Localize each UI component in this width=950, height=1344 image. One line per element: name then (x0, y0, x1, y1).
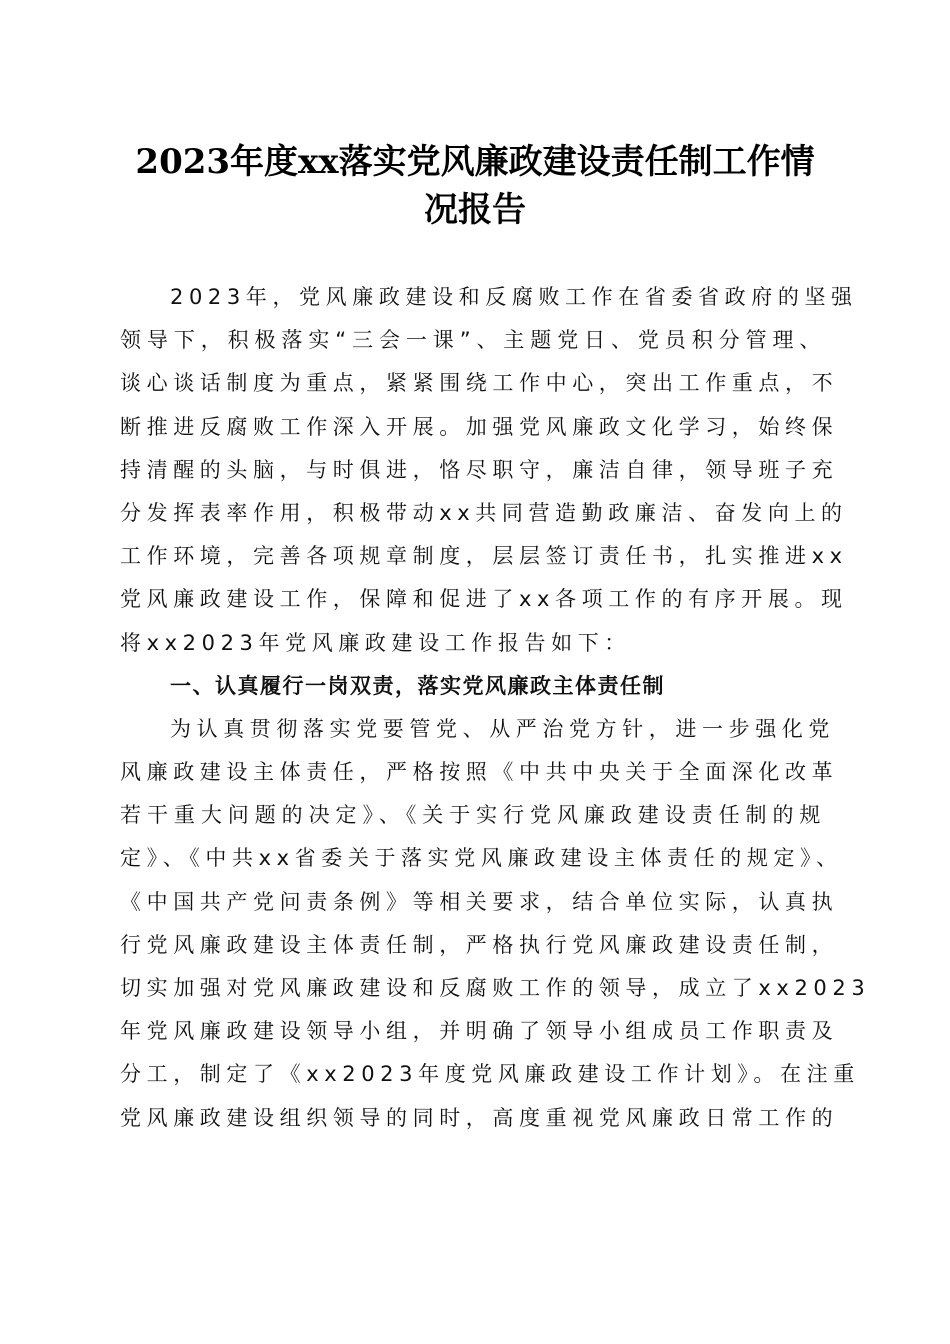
text-line: 工作环境，完善各项规章制度，层层签订责任书，扎实推进xx (120, 544, 848, 569)
text-line: 党风廉政建设组织领导的同时，高度重视党风廉政日常工作的 (120, 1105, 839, 1130)
text-line: 为认真贯彻落实党要管党、从严治党方针，进一步强化党 (170, 716, 835, 741)
text-line: 分发挥表率作用，积极带动xx共同营造勤政廉洁、奋发向上的 (120, 500, 848, 525)
title-line-1: 2023年度xx落实党风廉政建设责任制工作情 (135, 142, 815, 182)
title-line-2: 况报告 (424, 190, 526, 230)
text-line: 断推进反腐败工作深入开展。加强党风廉政文化学习，始终保 (120, 414, 839, 439)
text-line: 分工，制定了《xx2023年度党风廉政建设工作计划》。在注重 (120, 1062, 860, 1087)
text-line: 若干重大问题的决定》、《关于实行党风廉政建设责任制的规 (120, 803, 826, 828)
text-line: 《中国共产党问责条例》等相关要求，结合单位实际，认真执 (120, 889, 839, 914)
text-line: 谈心谈话制度为重点，紧紧围绕工作中心，突出工作重点，不 (120, 371, 839, 396)
section-heading-1 (120, 665, 826, 708)
intro-paragraph (120, 276, 858, 665)
text-line: 将xx2023年党风廉政建设工作报告如下： (120, 630, 631, 655)
section-heading-text: 一、认真履行一岗双责，落实党风廉政主体责任制 (170, 673, 665, 698)
text-line: 行党风廉政建设主体责任制，严格执行党风廉政建设责任制， (120, 932, 839, 957)
text-line: 风廉政建设主体责任，严格按照《中共中央关于全面深化改革 (120, 760, 839, 785)
document-body (120, 276, 871, 1140)
text-line: 党风廉政建设工作，保障和促进了xx各项工作的有序开展。现 (120, 587, 848, 612)
text-line: 切实加强对党风廉政建设和反腐败工作的领导，成立了xx2023 (120, 976, 871, 1000)
text-line: 持清醒的头脑，与时俱进，恪尽职守，廉洁自律，领导班子充 (120, 457, 839, 482)
section-1-paragraph (120, 708, 871, 1140)
text-line: 定》、《中共xx省委关于落实党风廉政建设主体责任的规定》、 (120, 846, 843, 871)
text-line: 2023年，党风廉政建设和反腐败工作在省委省政府的坚强 (170, 285, 858, 309)
document-title (100, 138, 850, 234)
text-line: 年党风廉政建设领导小组，并明确了领导小组成员工作职责及 (120, 1019, 839, 1044)
text-line: 领导下，积极落实“三会一课”、主题党日、党员积分管理、 (120, 328, 826, 353)
